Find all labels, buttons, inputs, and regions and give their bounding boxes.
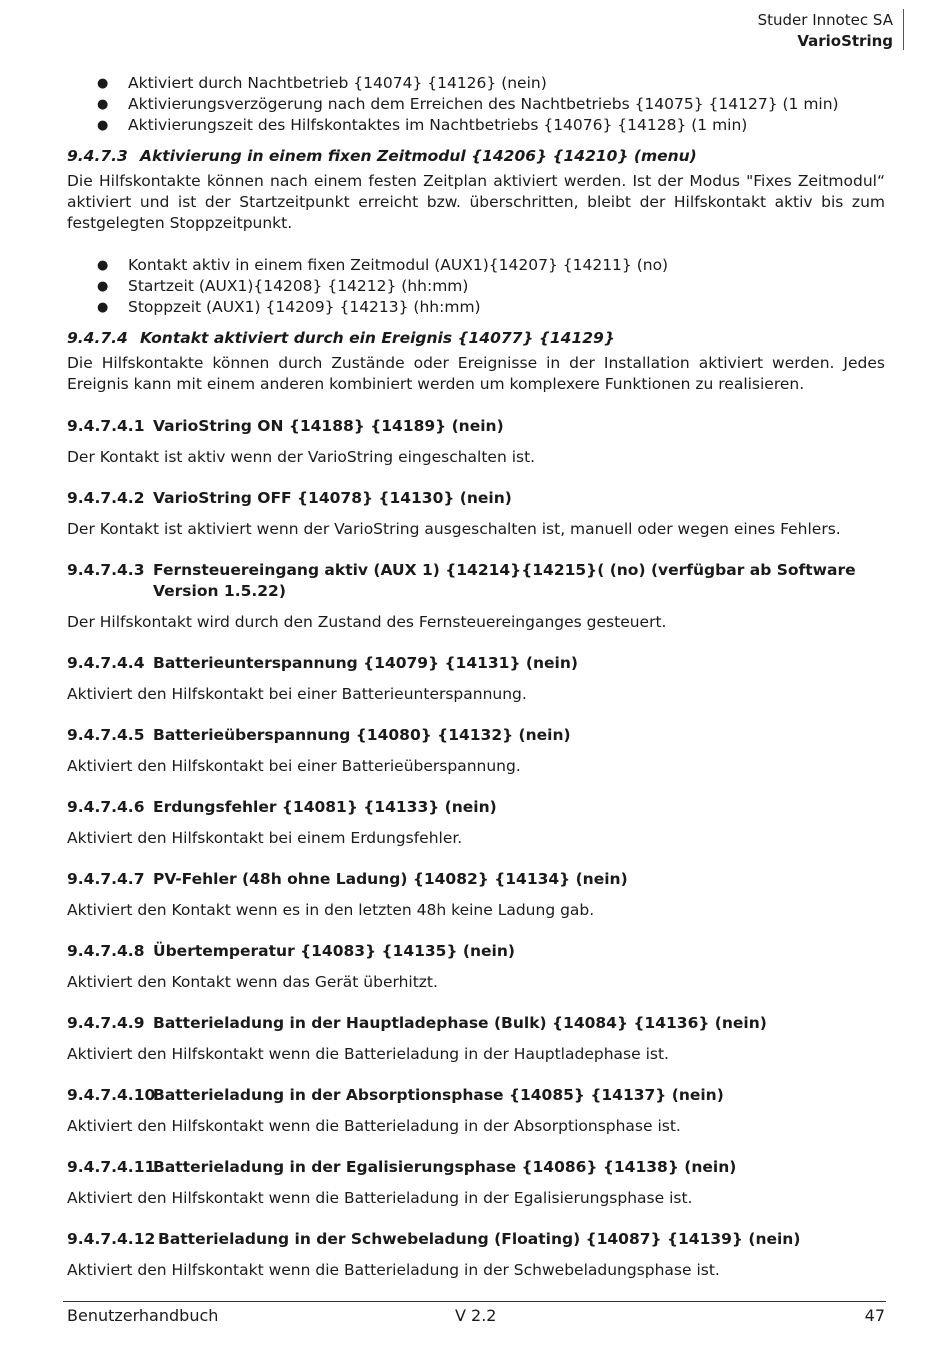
subsection-number: 9.4.7.4.8: [67, 942, 145, 960]
subsection-title: Batterieladung in der Egalisierungsphase {14086} {14138} (nein): [153, 1158, 737, 1176]
list-item: ● Aktivierungsverzögerung nach dem Erreichen des Nachtbetriebs {14075} {14127} (1 min): [97, 95, 839, 113]
section-title: Kontakt aktiviert durch ein Ereignis {14077} {14129}: [140, 329, 615, 347]
subsection-number: 9.4.7.4.11: [67, 1158, 156, 1176]
bullet-icon: ●: [97, 97, 109, 112]
subsection-heading: [67, 797, 885, 818]
schedule-bullet-list: [67, 255, 885, 318]
section-text: Die Hilfskontakte können nach einem festen Zeitplan aktiviert werden. Ist der Modus "Fixes Zeitmodul“ aktiviert und ist der Startzeitpunkt erreicht bzw. überschritten, bleibt der Hilfskontakt aktiv bis zum festgelegten Stoppzeitpunkt.: [67, 172, 885, 232]
subsection-text: Aktiviert den Hilfskontakt bei einer Batterieunterspannung.: [67, 685, 527, 703]
subsection-heading: [67, 1085, 885, 1106]
subsection-number: 9.4.7.4.1: [67, 417, 145, 435]
subsection-heading: [67, 488, 885, 509]
subsection-number: 9.4.7.4.4: [67, 654, 145, 672]
list-item: ● Aktivierungszeit des Hilfskontaktes im Nachtbetriebs {14076} {14128} (1 min): [97, 116, 748, 134]
subsection-title: VarioString OFF {14078} {14130} (nein): [153, 489, 512, 507]
subsection-text: Der Hilfskontakt wird durch den Zustand des Fernsteuereinganges gesteuert.: [67, 613, 667, 631]
subsection-text: Aktiviert den Kontakt wenn das Gerät überhitzt.: [67, 973, 438, 991]
list-item: ● Startzeit (AUX1){14208} {14212} (hh:mm): [97, 277, 469, 295]
subsection-text: Aktiviert den Kontakt wenn es in den letzten 48h keine Ladung gab.: [67, 901, 595, 919]
subsection-title: Erdungsfehler {14081} {14133} (nein): [153, 798, 497, 816]
subsection-number: 9.4.7.4.3: [67, 561, 145, 579]
section-title: Aktivierung in einem fixen Zeitmodul {14206} {14210} (menu): [140, 147, 697, 165]
subsection-text: Aktiviert den Hilfskontakt bei einem Erdungsfehler.: [67, 829, 463, 847]
subsection-number: 9.4.7.4.2: [67, 489, 145, 507]
subsection-title: Batterieüberspannung {14080} {14132} (nein): [153, 726, 571, 744]
bullet-icon: ●: [97, 118, 109, 133]
list-item: ● Kontakt aktiv in einem fixen Zeitmodul (AUX1){14207} {14211} (no): [97, 256, 669, 274]
list-item: ● Aktiviert durch Nachtbetrieb {14074} {14126} (nein): [97, 74, 547, 92]
subsection-text: Der Kontakt ist aktiv wenn der VarioString eingeschalten ist.: [67, 448, 536, 466]
subsection-heading: [67, 416, 885, 437]
bullet-icon: ●: [97, 279, 109, 294]
bullet-icon: ●: [97, 300, 109, 315]
subsection-text: Aktiviert den Hilfskontakt wenn die Batterieladung in der Absorptionsphase ist.: [67, 1117, 681, 1135]
subsection-heading: [67, 1229, 885, 1250]
subsection-title: Übertemperatur {14083} {14135} (nein): [153, 942, 515, 960]
subsection-heading: [67, 725, 885, 746]
subsection-title: VarioString ON {14188} {14189} (nein): [153, 417, 504, 435]
page-header: [758, 10, 893, 52]
subsection-heading: [67, 653, 885, 674]
subsection-heading: [67, 1157, 885, 1178]
section-number: 9.4.7.4: [67, 329, 128, 347]
subsection-text: Aktiviert den Hilfskontakt bei einer Batterieüberspannung.: [67, 757, 521, 775]
subsection-title: Batterieladung in der Hauptladephase (Bulk) {14084} {14136} (nein): [153, 1014, 767, 1032]
footer-version: V 2.2: [455, 1306, 497, 1325]
subsection-title: PV-Fehler (48h ohne Ladung) {14082} {14134} (nein): [153, 870, 628, 888]
subsection-text: Aktiviert den Hilfskontakt wenn die Batterieladung in der Hauptladephase ist.: [67, 1045, 669, 1063]
subsection-number: 9.4.7.4.12: [67, 1230, 156, 1248]
list-item: ● Stoppzeit (AUX1) {14209} {14213} (hh:mm): [97, 298, 481, 316]
subsection-heading: [67, 941, 885, 962]
subsection-heading: [67, 560, 885, 602]
section-number: 9.4.7.3: [67, 147, 128, 165]
subsection-text: Aktiviert den Hilfskontakt wenn die Batterieladung in der Schwebeladungsphase ist.: [67, 1261, 720, 1279]
header-company: Studer Innotec SA: [757, 11, 893, 29]
subsection-number: 9.4.7.4.9: [67, 1014, 145, 1032]
header-divider: [903, 9, 904, 50]
bullet-icon: ●: [97, 76, 109, 91]
subsection-title: Batterieunterspannung {14079} {14131} (nein): [153, 654, 578, 672]
bullet-icon: ●: [97, 258, 109, 273]
footer-manual-title: Benutzerhandbuch: [67, 1306, 219, 1325]
intro-bullet-list: [67, 73, 885, 136]
subsection-heading: [67, 1013, 885, 1034]
subsection-text: Der Kontakt ist aktiviert wenn der VarioString ausgeschalten ist, manuell oder wegen eines Fehlers.: [67, 520, 841, 538]
footer-divider: [63, 1301, 886, 1302]
section-heading: [67, 146, 885, 167]
header-product: VarioString: [797, 32, 893, 50]
subsection-title: Fernsteuereingang aktiv (AUX 1) {14214}{14215}( (no) (verfügbar ab Software Version 1.5.22): [153, 561, 856, 600]
subsection-number: 9.4.7.4.6: [67, 798, 145, 816]
section-heading: [67, 328, 885, 349]
subsection-heading: [67, 869, 885, 890]
page-content: [67, 73, 885, 1281]
subsection-number: 9.4.7.4.7: [67, 870, 145, 888]
section-text: Die Hilfskontakte können durch Zustände oder Ereignisse in der Installation aktiviert werden. Jedes Ereignis kann mit einem anderen kombiniert werden um komplexere Funktionen zu realisieren.: [67, 354, 885, 393]
subsection-text: Aktiviert den Hilfskontakt wenn die Batterieladung in der Egalisierungsphase ist.: [67, 1189, 693, 1207]
subsection-number: 9.4.7.4.5: [67, 726, 145, 744]
subsection-number: 9.4.7.4.10: [67, 1086, 156, 1104]
subsection-title: Batterieladung in der Schwebeladung (Floating) {14087} {14139} (nein): [158, 1230, 801, 1248]
subsection-title: Batterieladung in der Absorptionsphase {14085} {14137} (nein): [153, 1086, 724, 1104]
page-number: 47: [864, 1306, 885, 1325]
